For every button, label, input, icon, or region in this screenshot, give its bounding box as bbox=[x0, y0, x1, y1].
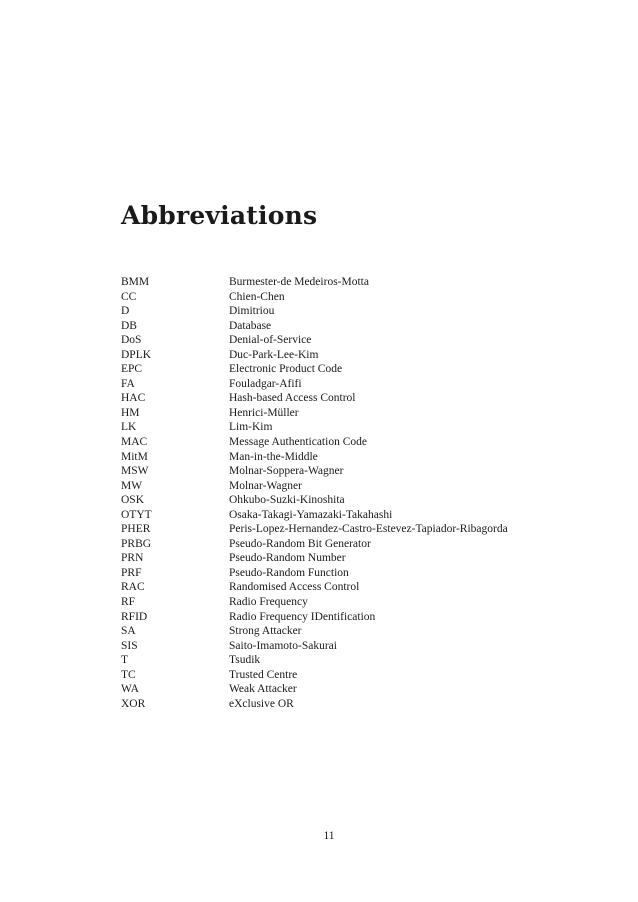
abbreviation-term: BMM bbox=[121, 276, 150, 288]
abbreviation-definition: Database bbox=[229, 319, 272, 332]
abbreviation-term: MSW bbox=[121, 465, 149, 478]
abbreviation-term: LK bbox=[121, 421, 137, 434]
abbreviation-row bbox=[121, 522, 508, 537]
abbreviation-row bbox=[121, 580, 508, 595]
abbreviation-term: SA bbox=[121, 625, 136, 638]
abbreviation-row bbox=[121, 319, 508, 334]
abbreviation-definition: Pseudo-Random Function bbox=[229, 566, 349, 579]
abbreviation-term: RAC bbox=[121, 581, 145, 594]
abbreviation-row bbox=[121, 450, 508, 465]
abbreviation-term: RF bbox=[121, 596, 136, 609]
abbreviation-row bbox=[121, 595, 508, 610]
abbreviation-row bbox=[121, 333, 508, 348]
abbreviation-term: HAC bbox=[121, 392, 146, 405]
abbreviation-definition: Randomised Access Control bbox=[229, 581, 360, 594]
abbreviation-row bbox=[121, 420, 508, 435]
abbreviation-term: DPLK bbox=[121, 348, 152, 361]
abbreviation-definition: Electronic Product Code bbox=[229, 363, 343, 376]
abbreviation-definition: Radio Frequency IDentification bbox=[229, 610, 376, 623]
abbreviation-term: HM bbox=[121, 406, 140, 419]
abbreviation-term: MitM bbox=[121, 450, 148, 463]
abbreviation-row bbox=[121, 362, 508, 377]
abbreviation-row bbox=[121, 435, 508, 450]
abbreviation-term: XOR bbox=[121, 697, 146, 710]
abbreviation-definition: Strong Attacker bbox=[229, 625, 302, 638]
abbreviation-row bbox=[121, 566, 508, 581]
abbreviation-definition: Radio Frequency bbox=[229, 596, 308, 609]
abbreviation-row bbox=[121, 406, 508, 421]
abbreviation-term: TC bbox=[121, 668, 136, 681]
abbreviation-term: PRBG bbox=[121, 537, 152, 550]
abbreviation-term: WA bbox=[121, 683, 139, 696]
abbreviation-definition: Saito-Imamoto-Sakurai bbox=[229, 639, 337, 652]
abbreviation-definition: Pseudo-Random Number bbox=[229, 552, 346, 565]
abbreviation-definition: eXclusive OR bbox=[229, 697, 294, 710]
abbreviation-term: OTYT bbox=[121, 508, 152, 521]
abbreviation-row bbox=[121, 348, 508, 363]
abbreviation-term: MAC bbox=[121, 436, 148, 449]
abbreviation-definition: Lim-Kim bbox=[229, 421, 273, 434]
abbreviation-definition: Pseudo-Random Bit Generator bbox=[229, 537, 371, 550]
abbreviation-row bbox=[121, 697, 508, 712]
abbreviation-row bbox=[121, 304, 508, 319]
abbreviation-definition: Message Authentication Code bbox=[229, 436, 367, 449]
abbreviation-definition: Tsudik bbox=[229, 654, 261, 667]
abbreviation-row bbox=[121, 624, 508, 639]
abbreviation-term: DoS bbox=[121, 334, 142, 347]
abbreviation-row bbox=[121, 668, 508, 683]
abbreviation-definition: Weak Attacker bbox=[229, 683, 297, 696]
abbreviation-term: PRF bbox=[121, 566, 142, 579]
abbreviation-row bbox=[121, 610, 508, 625]
abbreviation-definition: Hash-based Access Control bbox=[229, 392, 356, 405]
abbreviation-definition: Trusted Centre bbox=[229, 668, 298, 681]
abbreviation-term: PHER bbox=[121, 523, 151, 536]
abbreviation-term: CC bbox=[121, 290, 137, 303]
abbreviation-term: EPC bbox=[121, 363, 143, 376]
abbreviation-row bbox=[121, 377, 508, 392]
abbreviation-definition: Osaka-Takagi-Yamazaki-Takahashi bbox=[229, 508, 393, 521]
abbreviation-row bbox=[121, 653, 508, 668]
abbreviation-row bbox=[121, 537, 508, 552]
abbreviation-definition: Burmester-de Medeiros-Motta bbox=[229, 276, 369, 288]
abbreviation-list bbox=[121, 275, 508, 711]
abbreviation-term: OSK bbox=[121, 494, 145, 507]
abbreviation-row bbox=[121, 479, 508, 494]
abbreviation-definition: Molnar-Wagner bbox=[229, 479, 302, 492]
abbreviation-definition: Peris-Lopez-Hernandez-Castro-Estevez-Tapiador-Ribagorda bbox=[229, 523, 508, 536]
abbreviation-row bbox=[121, 290, 508, 305]
abbreviation-definition: Duc-Park-Lee-Kim bbox=[229, 348, 319, 361]
page-number: 11 bbox=[323, 830, 335, 842]
abbreviation-row bbox=[121, 639, 508, 654]
abbreviation-row bbox=[121, 391, 508, 406]
abbreviation-term: T bbox=[121, 654, 129, 667]
abbreviation-row bbox=[121, 493, 508, 508]
page-title: Abbreviations bbox=[121, 201, 318, 230]
abbreviation-row bbox=[121, 275, 508, 290]
abbreviation-definition: Man-in-the-Middle bbox=[229, 450, 318, 463]
abbreviation-term: SIS bbox=[121, 639, 138, 652]
abbreviation-definition: Henrici-Müller bbox=[229, 406, 299, 419]
abbreviation-definition: Chien-Chen bbox=[229, 290, 285, 303]
abbreviation-term: FA bbox=[121, 377, 135, 390]
abbreviation-row bbox=[121, 464, 508, 479]
abbreviation-definition: Fouladgar-Afifi bbox=[229, 377, 302, 390]
abbreviation-row bbox=[121, 508, 508, 523]
abbreviation-term: RFID bbox=[121, 610, 148, 623]
abbreviation-term: PRN bbox=[121, 552, 144, 565]
abbreviation-term: MW bbox=[121, 479, 143, 492]
abbreviation-definition: Denial-of-Service bbox=[229, 334, 312, 347]
abbreviation-definition: Molnar-Soppera-Wagner bbox=[229, 465, 344, 478]
abbreviation-term: DB bbox=[121, 319, 137, 332]
abbreviation-definition: Ohkubo-Suzki-Kinoshita bbox=[229, 494, 345, 507]
abbreviation-row bbox=[121, 551, 508, 566]
abbreviation-term: D bbox=[121, 305, 130, 318]
abbreviation-definition: Dimitriou bbox=[229, 305, 275, 318]
abbreviation-row bbox=[121, 682, 508, 697]
